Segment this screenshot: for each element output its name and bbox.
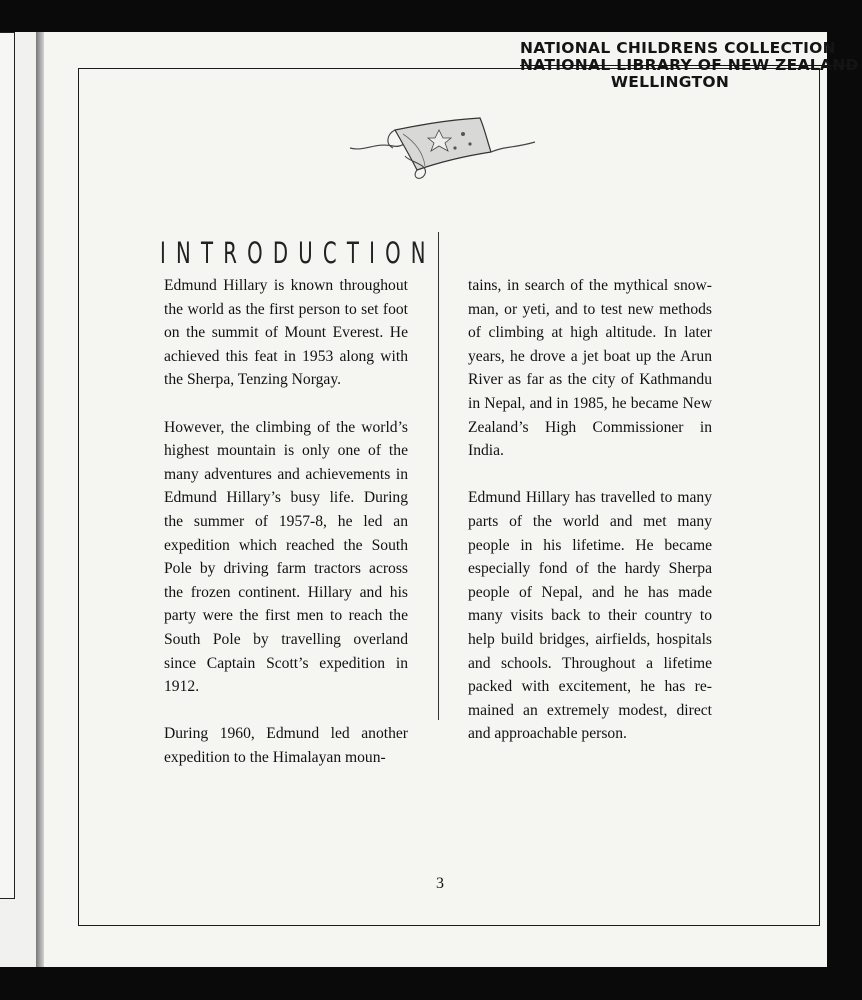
- column-divider: [438, 232, 439, 720]
- flag-ribbon-icon: [345, 112, 540, 182]
- paragraph: tains, in search of the mythical snow-man, or yeti, and to test new methods of climbing at high altitude. In later years, he drove a jet boat up the Arun River as far as the city of Kathmandu in Nepal, and in 1985, he became New Zealand’s High Commissioner in India.: [468, 277, 712, 460]
- stamp-line-2: NATIONAL LIBRARY OF NEW ZEALAND: [520, 56, 859, 74]
- paragraph: Edmund Hillary has travelled to many parts of the world and met many people in his lifetime. He became especially fond of the hardy Sherpa people of Nepal, and he has made many visits back to their country to help build bridges, airfields, hospitals and schools. Throughout a lifetime packed with excitement, he has re-mained an extremely modest, direct and approachable person.: [468, 489, 712, 743]
- stamp-line-1: NATIONAL CHILDRENS COLLECTION: [520, 39, 836, 57]
- right-text-column: [468, 274, 712, 769]
- stamp-line-3: WELLINGTON: [610, 73, 730, 91]
- library-stamp: [520, 39, 859, 91]
- left-text-column: [164, 274, 408, 793]
- paragraph: However, the climbing of the world’s highest mountain is only one of the many adventures and achievements in Edmund Hillary’s busy life. During the summer of 1957-8, he led an expedition which reached the South Pole by driving farm tractors across the frozen continent. Hillary and his party were the first men to reach the South Pole by travelling overland since Captain Scott’s expedition in 1912.: [164, 418, 408, 696]
- page-number: 3: [436, 875, 444, 892]
- paragraph: During 1960, Edmund led another expedition to the Himalayan moun-: [164, 725, 408, 766]
- paragraph: Edmund Hillary is known throughout the world as the first person to set foot on the summit of Mount Everest. He achieved this feat in 1953 along with the Sherpa, Tenzing Norgay.: [164, 277, 408, 389]
- section-heading: INTRODUCTION: [160, 236, 436, 270]
- left-page-frame: [0, 32, 15, 899]
